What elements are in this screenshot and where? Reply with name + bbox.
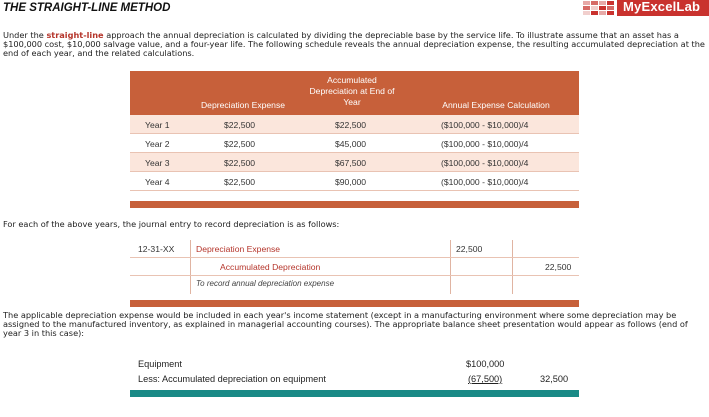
- expense-cell: $22,500: [224, 158, 256, 168]
- closing-paragraph: The applicable depreciation expense would be included in each year's income statement (except in a manufacturing environment where some depreciation may be assigned to the manufactured inventory, as explained in managerial accounting courses). The appropriate balance sheet presentation would appear as follows (end of year 3 in this case):: [3, 310, 688, 339]
- table-row: [130, 134, 579, 153]
- intro-paragraph: [3, 31, 706, 59]
- calculation-cell: ($100,000 - $10,000)/4: [441, 158, 529, 168]
- journal-bottom-bar: [130, 300, 579, 307]
- accumulated-cell: $22,500: [335, 120, 367, 130]
- journal-debit-row: [130, 240, 579, 258]
- header-depreciation-expense: Depreciation Expense: [200, 100, 286, 110]
- expense-cell: $22,500: [224, 177, 256, 187]
- logo-grid-icon: [583, 0, 617, 16]
- debit-account: Depreciation Expense: [196, 244, 281, 254]
- header-annual-calculation: Annual Expense Calculation: [442, 100, 550, 110]
- accumulated-cell: $67,500: [335, 158, 367, 168]
- table-row: [130, 115, 579, 134]
- equipment-label: Equipment: [138, 359, 182, 369]
- journal-memo: To record annual depreciation expense: [196, 279, 335, 288]
- journal-date: 12-31-XX: [138, 244, 175, 254]
- header-accumulated-depreciation: Accumulated Depreciation at End of Year: [309, 75, 395, 107]
- year-cell: Year 4: [145, 177, 170, 187]
- intro-highlight: straight-line: [46, 30, 104, 40]
- logo-text: MyExcelLab: [617, 0, 709, 16]
- table-row: [130, 153, 579, 172]
- calculation-cell: ($100,000 - $10,000)/4: [441, 120, 529, 130]
- table-bottom-bar: [130, 201, 579, 208]
- balance-sheet-presentation: [130, 357, 579, 397]
- myexcellab-logo: [583, 0, 709, 16]
- table-header: [130, 71, 579, 115]
- calculation-cell: ($100,000 - $10,000)/4: [441, 177, 529, 187]
- table-row: [130, 172, 579, 191]
- year-cell: Year 2: [145, 139, 170, 149]
- less-amount: (67,500): [468, 374, 503, 384]
- expense-cell: $22,500: [224, 139, 256, 149]
- journal-entry: [130, 240, 579, 307]
- debit-amount: 22,500: [456, 244, 483, 254]
- accumulated-cell: $90,000: [335, 177, 367, 187]
- credit-amount: 22,500: [545, 262, 572, 272]
- intro-rest: approach the annual depreciation is calculated by dividing the depreciable base by the service life. To illustrate assume that an asset has a $100,000 cost, $10,000 salvage value, and a four-year life. The following schedule reveals the annual depreciation expense, the resulting accumulated depreciation at the end of each year, and the related calculations.: [3, 30, 705, 59]
- calculation-cell: ($100,000 - $10,000)/4: [441, 139, 529, 149]
- net-amount: 32,500: [540, 374, 569, 384]
- year-cell: Year 1: [145, 120, 170, 130]
- page-title: THE STRAIGHT-LINE METHOD: [3, 2, 171, 14]
- year-cell: Year 3: [145, 158, 170, 168]
- accumulated-cell: $45,000: [335, 139, 367, 149]
- intro-lead: Under the: [3, 30, 47, 40]
- depreciation-schedule-table: [130, 71, 579, 208]
- credit-account: Accumulated Depreciation: [220, 262, 321, 272]
- accumulated-row: [130, 372, 579, 387]
- journal-intro-text: For each of the above years, the journal entry to record depreciation is as follows:: [3, 219, 340, 229]
- journal-credit-row: [130, 258, 579, 276]
- equipment-amount: $100,000: [466, 359, 505, 369]
- balance-sheet-bottom-bar: [130, 390, 579, 397]
- less-label: Less: Accumulated depreciation on equipment: [138, 374, 326, 384]
- equipment-row: [130, 357, 579, 372]
- expense-cell: $22,500: [224, 120, 256, 130]
- journal-memo-row: [130, 276, 579, 294]
